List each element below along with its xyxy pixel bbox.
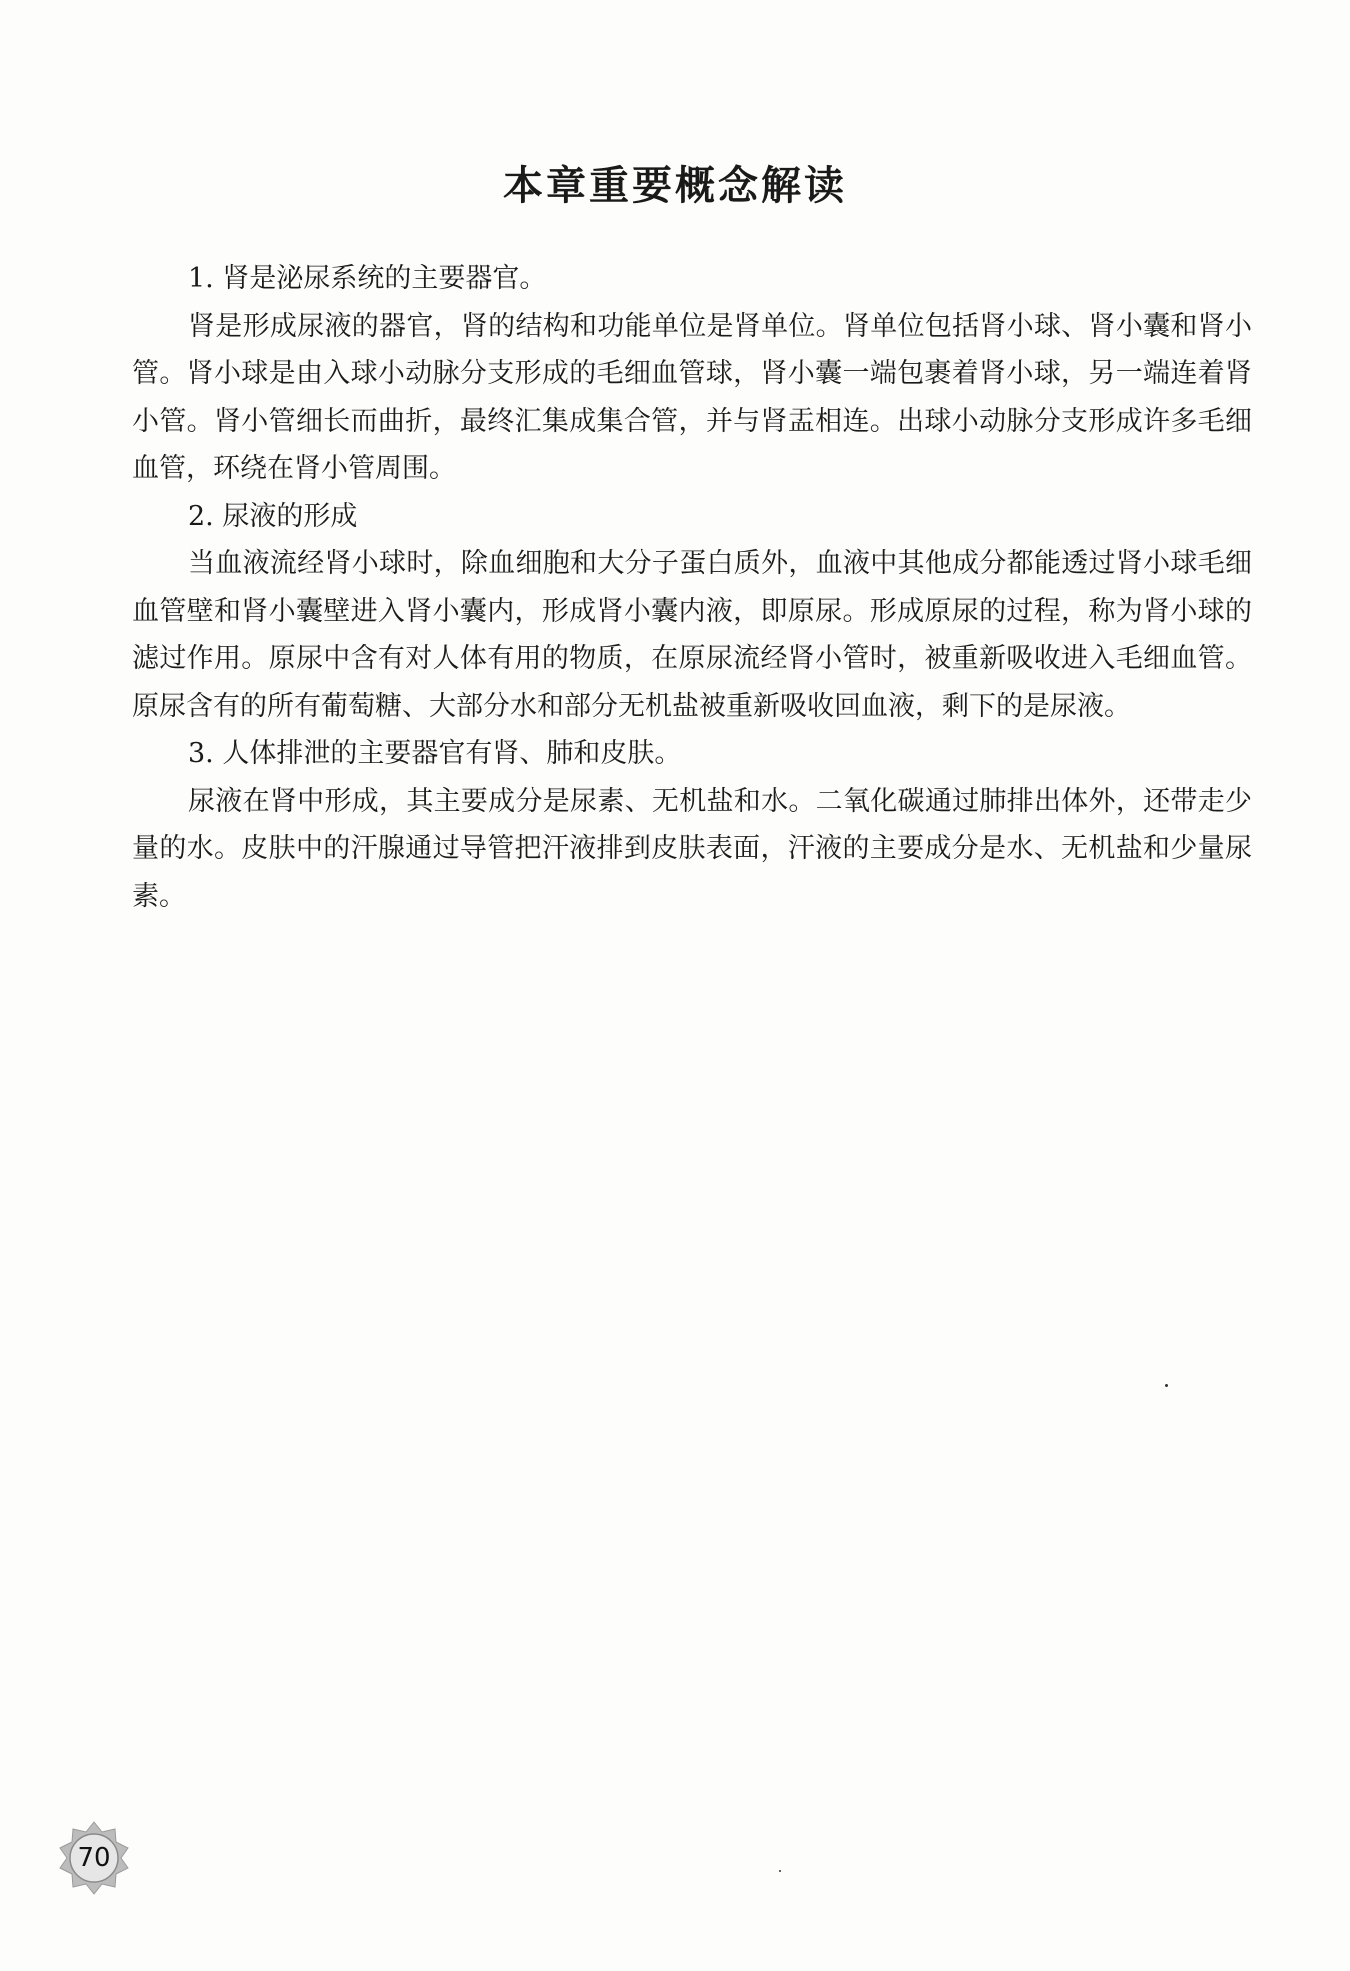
section-heading-2: 2. 尿液的形成: [188, 500, 358, 532]
paragraph-excretion-organs: 尿液在肾中形成，其主要成分是尿素、无机盐和水。二氧化碳通过肺排出体外，还带走少量的水。皮肤中的汗腺通过导管把汗液排到皮肤表面，汗液的主要成分是水、无机盐和少量尿素。: [132, 785, 1252, 912]
paragraph-kidney: 肾是形成尿液的器官，肾的结构和功能单位是肾单位。肾单位包括肾小球、肾小囊和肾小管。肾小球是由入球小动脉分支形成的毛细血管球，肾小囊一端包裹着肾小球，另一端连着肾小管。肾小管细长而曲折，最终汇集成集合管，并与肾盂相连。出球小动脉分支形成许多毛细血管，环绕在肾小管周围。: [132, 310, 1252, 484]
page-title: 本章重要概念解读: [503, 163, 847, 209]
stray-mark: [779, 1870, 781, 1872]
document-body: [132, 255, 1252, 920]
stray-mark: [1165, 1384, 1168, 1387]
page-number: 70: [77, 1843, 111, 1873]
section-heading-3: 3. 人体排泄的主要器官有肾、肺和皮肤。: [188, 738, 682, 769]
paragraph-urine-formation: 当血液流经肾小球时，除血细胞和大分子蛋白质外，血液中其他成分都能透过肾小球毛细血管壁和肾小囊壁进入肾小囊内，形成肾小囊内液，即原尿。形成原尿的过程，称为肾小球的滤过作用。原尿中含有对人体有用的物质，在原尿流经肾小管时，被重新吸收进入毛细血管。原尿含有的所有葡萄糖、大部分水和部分无机盐被重新吸收回血液，剩下的是尿液。: [132, 548, 1252, 722]
section-heading-1: 1. 肾是泌尿系统的主要器官。: [188, 263, 547, 294]
page-number-badge: [56, 1820, 132, 1896]
